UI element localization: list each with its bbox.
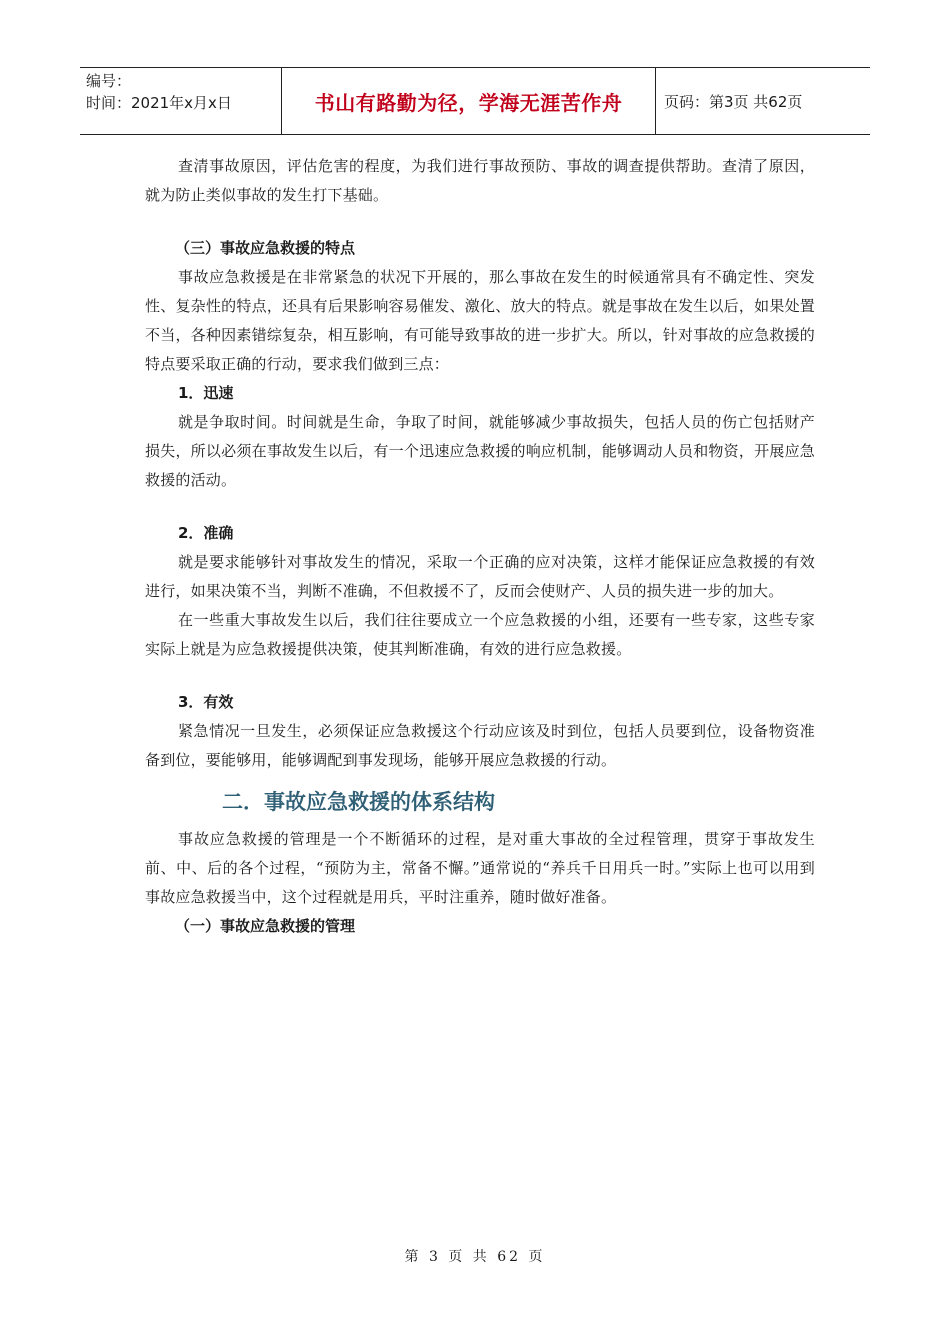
- item-heading: 1．迅速: [178, 384, 234, 402]
- item-heading: 3．有效: [178, 693, 234, 711]
- paragraph: 查清事故原因，评估危害的程度，为我们进行事故预防、事故的调查提供帮助。查清了原因，就为防止类似事故的发生打下基础。: [145, 157, 815, 204]
- paragraph: 事故应急救援的管理是一个不断循环的过程，是对重大事故的全过程管理，贯穿于事故发生前、中、后的各个过程，“预防为主，常备不懈。”通常说的“养兵千日用兵一时。”实际上也可以用到事故应急救援当中，这个过程就是用兵，平时注重养，随时做好准备。: [145, 830, 815, 906]
- number-label: 编号：: [86, 72, 132, 90]
- section-heading: 二．事故应急救援的体系结构: [222, 790, 495, 814]
- subsection-heading: （三）事故应急救援的特点: [175, 239, 356, 257]
- subsection-heading: （一）事故应急救援的管理: [175, 917, 356, 935]
- header-motto: 书山有路勤为径，学海无涯苦作舟: [282, 68, 656, 134]
- header-page-info: 页码：第3页 共62页: [664, 92, 803, 111]
- paragraph: 紧急情况一旦发生，必须保证应急救援这个行动应该及时到位，包括人员要到位，设备物资准备到位，要能够用，能够调配到事发现场，能够开展应急救援的行动。: [145, 722, 815, 769]
- paragraph: 事故应急救援是在非常紧急的状况下开展的，那么事故在发生的时候通常具有不确定性、突发性、复杂性的特点，还具有后果影响容易催发、激化、放大的特点。就是事故在发生以后，如果处置不当，各种因素错综复杂，相互影响，有可能导致事故的进一步扩大。所以，针对事故的应急救援的特点要采取正确的行动，要求我们做到三点：: [145, 268, 815, 373]
- paragraph: 就是要求能够针对事故发生的情况，采取一个正确的应对决策，这样才能保证应急救援的有效进行，如果决策不当，判断不准确，不但救援不了，反而会使财产、人员的损失进一步的加大。: [145, 553, 815, 600]
- paragraph: 在一些重大事故发生以后，我们往往要成立一个应急救援的小组，还要有一些专家，这些专家实际上就是为应急救援提供决策，使其判断准确，有效的进行应急救援。: [145, 611, 815, 658]
- header-table: [80, 67, 870, 135]
- time-label: 时间：2021年x月x日: [86, 94, 232, 112]
- document-body: [145, 152, 815, 941]
- paragraph: 就是争取时间。时间就是生命，争取了时间，就能够减少事故损失，包括人员的伤亡包括财产损失，所以必须在事故发生以后，有一个迅速应急救援的响应机制，能够调动人员和物资，开展应急救援的活动。: [145, 413, 815, 489]
- page-footer: 第 3 页 共 62 页: [404, 1249, 546, 1265]
- item-heading: 2．准确: [178, 524, 234, 542]
- header-meta-cell: [80, 68, 282, 134]
